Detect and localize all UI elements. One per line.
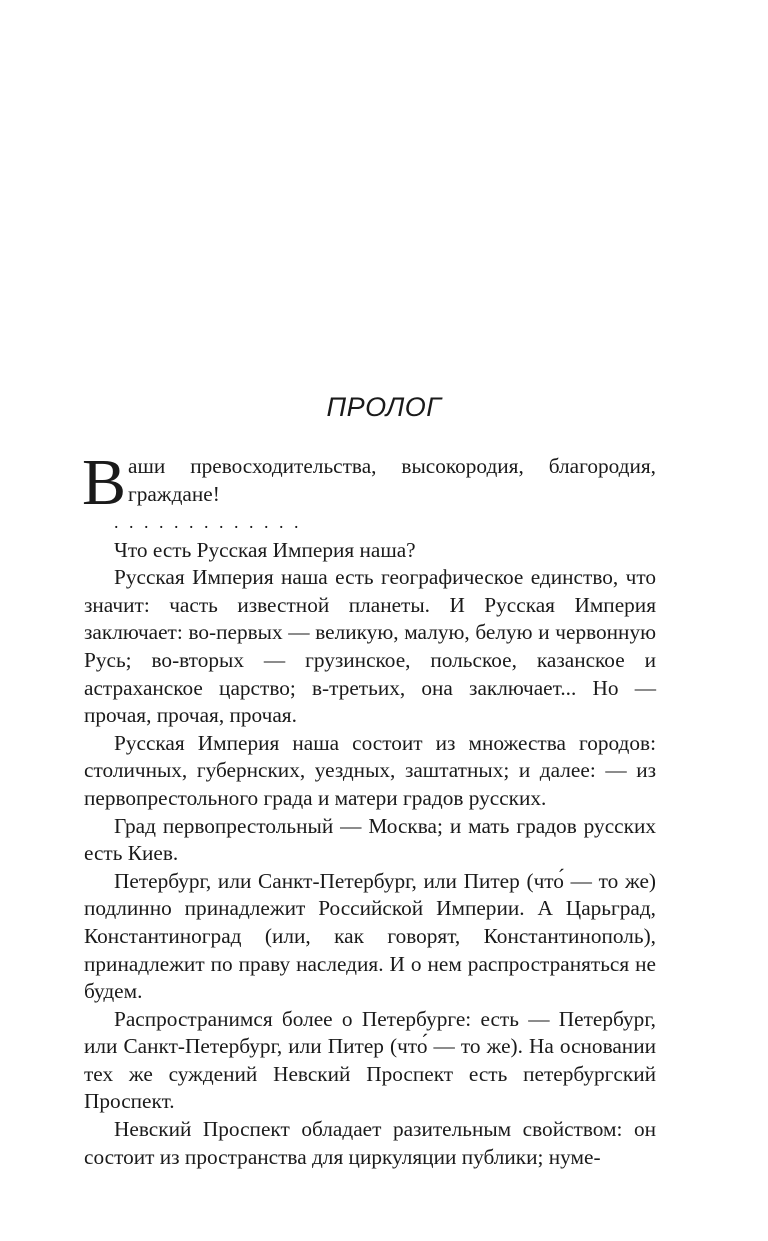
ellipsis-row: . . . . . . . . . . . . . bbox=[114, 512, 302, 532]
chapter-heading: ПРОЛОГ bbox=[326, 392, 442, 422]
paragraph: Распространимся более о Петербурге: есть — Петербург, или Санкт-Петербург, или Питер (что́ — то же). На основании тех же суждений Невский Проспект есть петербургский Проспект. bbox=[84, 1006, 656, 1114]
body-text bbox=[82, 446, 656, 1171]
drop-cap: В bbox=[82, 446, 127, 519]
opening-paragraph bbox=[82, 446, 656, 519]
paragraph: Русская Империя наша есть географическое единство, что значит: часть известной планеты. И Русская Империя заключает: во-первых — великую, малую, белую и червонную Русь; во-вторых — грузинское, польское, казанское и астраханское царство; в-третьих, она заключает... Но — прочая, прочая, прочая. bbox=[84, 565, 656, 728]
paragraph: Русская Империя наша состоит из множества городов: столичных, губернских, уездных, заштатных; и далее: — из первопрестольного града и матери градов русских. bbox=[84, 730, 656, 810]
paragraph: Петербург, или Санкт-Петербург, или Питер (что́ — то же) подлинно принадлежит Российской Империи. А Царьград, Константиноград (или, как говорят, Константинополь), принадлежит по праву наследия. И о нем распространяться не будем. bbox=[84, 868, 656, 1004]
paragraph: Что есть Русская Империя наша? bbox=[114, 537, 416, 562]
paragraph: Град первопрестольный — Москва; и мать градов русских есть Киев. bbox=[84, 813, 656, 866]
opening-text: аши превосходительства, высокородия, благородия, граждане! bbox=[128, 454, 656, 506]
paragraph: Невский Проспект обладает разительным свойством: он состоит из пространства для циркуляции публики; нуме- bbox=[84, 1117, 656, 1169]
